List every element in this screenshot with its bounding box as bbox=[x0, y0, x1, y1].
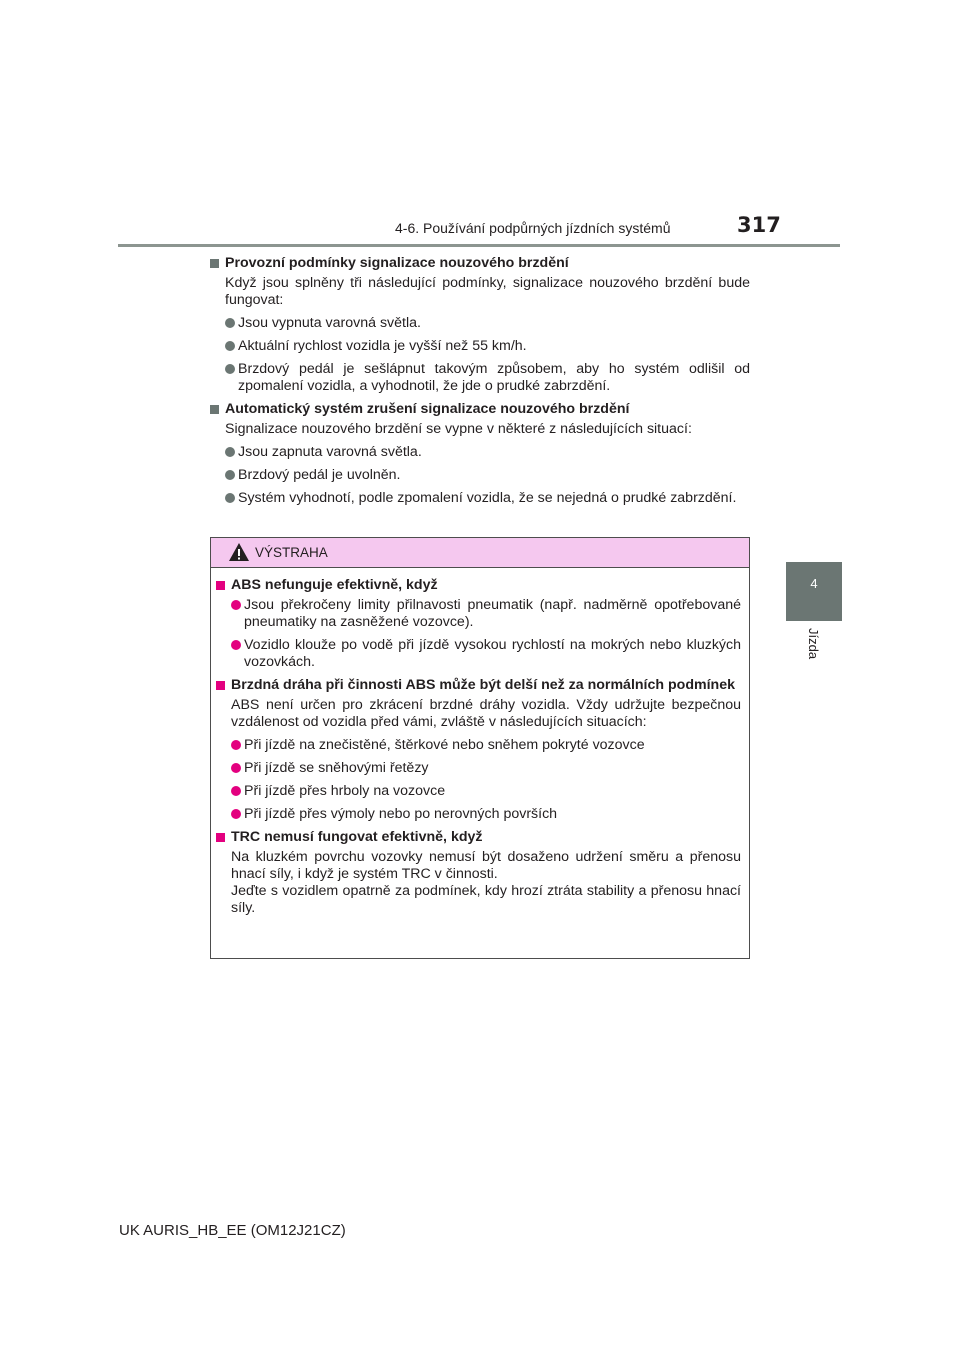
warning-heading: ABS nefunguje efektivně, když bbox=[216, 577, 741, 594]
list-item: Jsou zapnuta varovná světla. bbox=[210, 444, 750, 461]
circle-bullet-icon bbox=[231, 740, 241, 750]
circle-bullet-icon bbox=[231, 786, 241, 796]
list-item: Aktuální rychlost vozidla je vyšší než 55 km/h. bbox=[210, 338, 750, 355]
page-number: 317 bbox=[737, 213, 781, 237]
list-item: Při jízdě se sněhovými řetězy bbox=[216, 760, 741, 777]
circle-bullet-icon bbox=[225, 364, 235, 374]
section-heading: Provozní podmínky signalizace nouzového brzdění bbox=[210, 255, 750, 272]
chapter-number: 4 bbox=[810, 576, 818, 591]
warning-title: VÝSTRAHA bbox=[255, 545, 328, 560]
circle-bullet-icon bbox=[231, 809, 241, 819]
circle-bullet-icon bbox=[225, 341, 235, 351]
square-bullet-icon bbox=[216, 833, 225, 842]
circle-bullet-icon bbox=[225, 493, 235, 503]
chapter-label: Jízda bbox=[806, 628, 821, 660]
circle-bullet-icon bbox=[225, 470, 235, 480]
warning-intro: Jeďte s vozidlem opatrně za podmínek, kdy hrozí ztráta stability a přenosu hnací síly. bbox=[231, 883, 741, 916]
list-item: Při jízdě přes hrboly na vozovce bbox=[216, 783, 741, 800]
square-bullet-icon bbox=[210, 259, 219, 268]
list-item: Jsou překročeny limity přilnavosti pneumatik (např. nadměrně opotřebované pneumatiky na zasněžené vozovce). bbox=[216, 597, 741, 631]
circle-bullet-icon bbox=[231, 640, 241, 650]
list-item: Systém vyhodnotí, podle zpomalení vozidla, že se nejedná o prudké zabrzdění. bbox=[210, 490, 750, 507]
list-item: Jsou vypnuta varovná světla. bbox=[210, 315, 750, 332]
section-title: 4-6. Používání podpůrných jízdních systémů bbox=[395, 220, 671, 236]
section-heading: Automatický systém zrušení signalizace nouzového brzdění bbox=[210, 401, 750, 418]
circle-bullet-icon bbox=[225, 318, 235, 328]
list-item: Vozidlo klouže po vodě při jízdě vysokou rychlostí na mokrých nebo kluzkých vozovkách. bbox=[216, 637, 741, 671]
warning-intro: ABS není určen pro zkrácení brzdné dráhy vozidla. Vždy udržujte bezpečnou vzdálenost od vozidla před vámi, zvláště v následujících situacích: bbox=[231, 697, 741, 730]
footer-model-code: UK AURIS_HB_EE (OM12J21CZ) bbox=[119, 1222, 346, 1239]
warning-heading: Brzdná dráha při činnosti ABS může být delší než za normálních podmínek bbox=[216, 677, 741, 694]
warning-body bbox=[211, 568, 749, 917]
warning-triangle-icon bbox=[228, 542, 250, 562]
list-item: Brzdový pedál je sešlápnut takovým způsobem, aby ho systém odlišil od zpomalení vozidla, a vyhodnotil, že jde o prudké zabrzdění. bbox=[210, 361, 750, 395]
warning-header bbox=[211, 538, 749, 568]
section-intro: Když jsou splněny tři následující podmínky, signalizace nouzového brzdění bude fungovat: bbox=[225, 275, 750, 308]
circle-bullet-icon bbox=[225, 447, 235, 457]
section-intro: Signalizace nouzového brzdění se vypne v některé z následujících situací: bbox=[225, 421, 692, 437]
list-item: Při jízdě přes výmoly nebo po nerovných površích bbox=[216, 806, 741, 823]
header-divider bbox=[118, 244, 840, 247]
main-content bbox=[210, 255, 750, 513]
circle-bullet-icon bbox=[231, 763, 241, 773]
warning-heading: TRC nemusí fungovat efektivně, když bbox=[216, 829, 741, 846]
circle-bullet-icon bbox=[231, 600, 241, 610]
list-item: Brzdový pedál je uvolněn. bbox=[210, 467, 750, 484]
square-bullet-icon bbox=[216, 681, 225, 690]
chapter-tab bbox=[786, 562, 842, 621]
square-bullet-icon bbox=[216, 581, 225, 590]
warning-intro: Na kluzkém povrchu vozovky nemusí být dosaženo udržení směru a přenosu hnací síly, i když je systém TRC v činnosti. bbox=[231, 849, 741, 882]
warning-box bbox=[210, 537, 750, 959]
square-bullet-icon bbox=[210, 405, 219, 414]
list-item: Při jízdě na znečistěné, štěrkové nebo sněhem pokryté vozovce bbox=[216, 737, 741, 754]
